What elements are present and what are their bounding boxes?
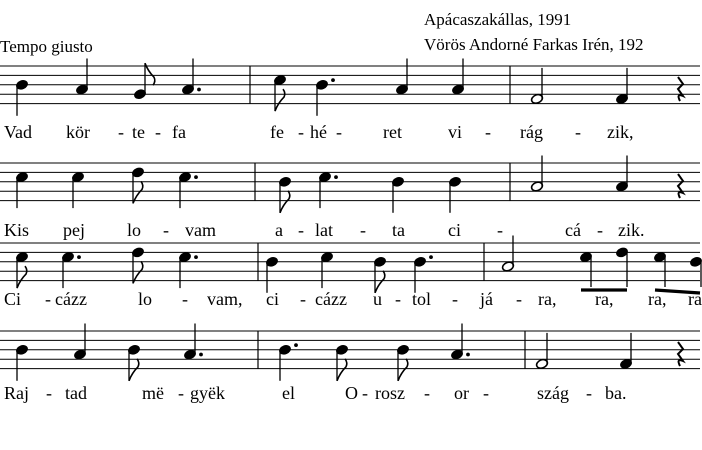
lyric-syllable: -: [300, 289, 306, 309]
lyric-syllable: kör: [66, 122, 90, 142]
lyric-syllable: vam,: [207, 289, 243, 309]
dot: [194, 255, 198, 259]
eighth-flag: [280, 191, 290, 213]
lyric-syllable: -: [575, 122, 581, 142]
lyric-syllable: -: [182, 289, 188, 309]
lyric-syllable: fe: [270, 122, 284, 142]
lyric-syllable: -: [362, 383, 368, 403]
lyric-syllable: rosz: [375, 383, 405, 403]
eighth-flag: [129, 359, 139, 381]
lyric-syllable: pej: [63, 220, 85, 240]
lyric-syllable: ba.: [605, 383, 627, 403]
lyric-syllable: -: [424, 383, 430, 403]
lyric-syllable: -: [46, 383, 52, 403]
lyric-syllable: vi: [448, 122, 463, 142]
lyric-syllable: -: [483, 383, 489, 403]
lyric-syllable: ra,: [595, 289, 614, 309]
lyric-syllable: tol: [412, 289, 432, 309]
lyric-syllable: zik,: [607, 122, 634, 142]
lyric-syllable: Vad: [4, 122, 32, 142]
lyric-syllable: szág: [537, 383, 569, 403]
lyric-syllable: -: [45, 289, 51, 309]
dot: [194, 175, 198, 179]
lyric-syllable: -: [485, 122, 491, 142]
quarter-rest: [678, 174, 683, 198]
lyric-syllable: Kis: [4, 220, 30, 240]
dot: [429, 255, 433, 259]
lyric-syllable: lo: [138, 289, 153, 309]
lyric-syllable: cázz: [55, 289, 87, 309]
performer-name: Vörös Andorné Farkas Irén, 192: [424, 35, 644, 54]
lyric-syllable: -: [118, 122, 124, 142]
lyric-syllable: ta: [392, 220, 405, 240]
lyric-syllable: -: [597, 220, 603, 240]
lyric-syllable: -: [497, 220, 503, 240]
tempo-marking: Tempo giusto: [0, 37, 93, 56]
lyric-syllable: Raj: [4, 383, 29, 403]
lyric-syllable: -: [178, 383, 184, 403]
lyric-syllable: ci: [266, 289, 279, 309]
dot: [294, 343, 298, 347]
lyric-syllable: te: [132, 122, 145, 142]
lyric-syllable: -: [516, 289, 522, 309]
dot: [197, 88, 201, 92]
lyric-syllable: -: [586, 383, 592, 403]
lyric-syllable: cázz: [315, 289, 347, 309]
lyric-syllable: -: [155, 122, 161, 142]
lyric-syllable: a: [275, 220, 283, 240]
eighth-flag: [398, 359, 408, 381]
dot: [331, 78, 335, 82]
eighth-flag: [133, 181, 143, 203]
dot: [77, 255, 81, 259]
lyric-syllable: ret: [383, 122, 402, 142]
lyric-syllable: -: [298, 122, 304, 142]
lyric-syllable: -: [163, 220, 169, 240]
lyric-syllable: zik.: [618, 220, 645, 240]
eighth-flag: [275, 89, 285, 111]
lyric-syllable: O: [345, 383, 358, 403]
lyric-syllable: el: [282, 383, 295, 403]
eighth-flag: [17, 266, 27, 288]
lyric-syllable: lo: [127, 220, 142, 240]
lyric-syllable: më: [142, 383, 164, 403]
lyric-syllable: rág: [520, 122, 543, 142]
lyric-syllable: ci: [448, 220, 461, 240]
quarter-rest: [678, 77, 683, 101]
lyric-syllable: hé: [310, 122, 327, 142]
lyric-syllable: já: [480, 289, 493, 309]
dot: [466, 353, 470, 357]
lyric-syllable: -: [395, 289, 401, 309]
dot: [199, 353, 203, 357]
lyric-syllable: vam: [185, 220, 216, 240]
lyric-syllable: ra,: [648, 289, 667, 309]
quarter-rest: [678, 342, 683, 366]
eighth-flag: [337, 359, 347, 381]
lyric-syllable: fa: [172, 122, 186, 142]
lyric-syllable: -: [360, 220, 366, 240]
lyric-syllable: tad: [65, 383, 87, 403]
lyric-syllable: ra,: [538, 289, 557, 309]
lyric-syllable: Ci: [4, 289, 22, 309]
lyric-syllable: -: [336, 122, 342, 142]
lyric-syllable: lat: [315, 220, 333, 240]
recording-place-date: Apácaszakállas, 1991: [424, 10, 572, 29]
lyric-syllable: -: [298, 220, 304, 240]
dot: [334, 175, 338, 179]
lyric-syllable: ra: [688, 289, 702, 309]
lyric-syllable: gyëk: [190, 383, 225, 403]
lyric-syllable: -: [452, 289, 458, 309]
lyric-syllable: u: [373, 289, 382, 309]
lyric-syllable: cá: [565, 220, 581, 240]
lyric-syllable: or: [454, 383, 469, 403]
note-head: [689, 256, 702, 268]
